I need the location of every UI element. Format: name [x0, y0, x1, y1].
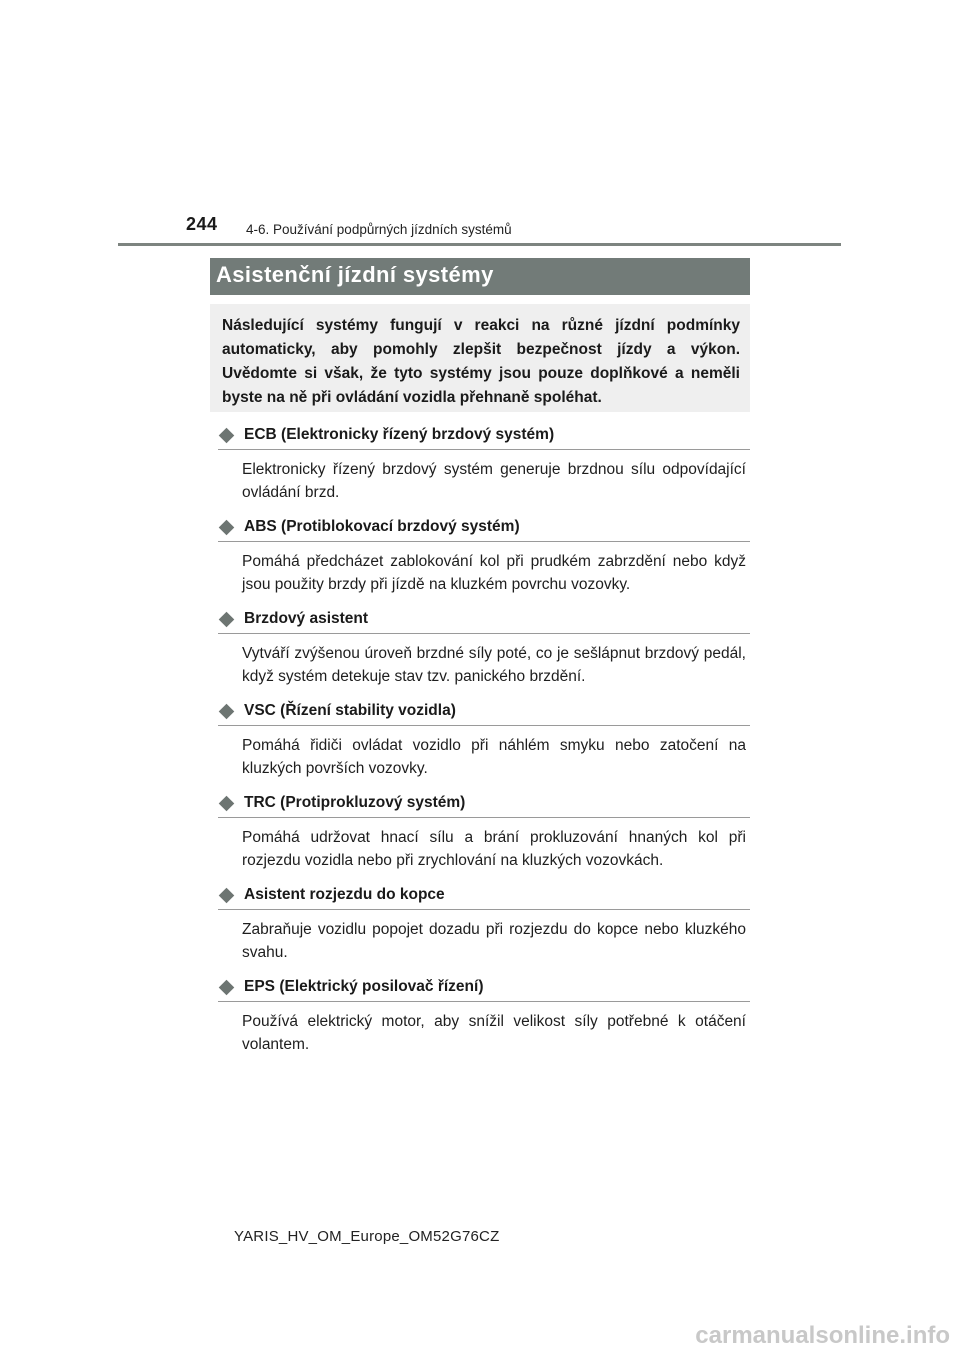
- system-item: [218, 885, 750, 964]
- diamond-bullet-icon: [219, 519, 235, 535]
- diamond-bullet-icon: [219, 611, 235, 627]
- system-description: Pomáhá řidiči ovládat vozidlo při náhlém smyku nebo zatočení na kluzkých površích vozovky.: [242, 737, 746, 777]
- document-code: YARIS_HV_OM_Europe_OM52G76CZ: [234, 1228, 500, 1245]
- diamond-bullet-icon: [219, 887, 235, 903]
- system-title: ABS (Protiblokovací brzdový systém): [244, 518, 520, 535]
- system-description: Vytváří zvýšenou úroveň brzdné síly poté, co je sešlápnut brzdový pedál, když systém detekuje stav tzv. panického brzdění.: [242, 645, 746, 685]
- diamond-bullet-icon: [219, 795, 235, 811]
- page-number: 244: [186, 214, 218, 234]
- system-heading: [218, 701, 750, 726]
- system-title: Brzdový asistent: [244, 610, 369, 627]
- system-title: ECB (Elektronicky řízený brzdový systém): [244, 426, 555, 443]
- diamond-bullet-icon: [219, 979, 235, 995]
- system-description: Elektronicky řízený brzdový systém generuje brzdnou sílu odpovídající ovládání brzd.: [242, 461, 746, 501]
- running-header: 4-6. Používání podpůrných jízdních systémů: [246, 222, 512, 237]
- section-title: Asistenční jízdní systémy: [216, 262, 494, 287]
- intro-box: [210, 304, 750, 412]
- system-item: [218, 609, 750, 688]
- system-item: [218, 701, 750, 780]
- diamond-bullet-icon: [219, 427, 235, 443]
- system-item: [218, 425, 750, 504]
- system-description: Zabraňuje vozidlu popojet dozadu při rozjezdu do kopce nebo kluzkého svahu.: [242, 921, 746, 961]
- system-description: Pomáhá udržovat hnací sílu a brání prokluzování hnaných kol při rozjezdu vozidla nebo při zrychlování na kluzkých vozovkách.: [242, 829, 746, 869]
- system-heading: [218, 977, 750, 1002]
- system-description: Pomáhá předcházet zablokování kol při prudkém zabrzdění nebo když jsou použity brzdy při jízdě na kluzkém povrchu vozovky.: [242, 553, 746, 593]
- system-heading: [218, 517, 750, 542]
- system-description: Používá elektrický motor, aby snížil velikost síly potřebné k otáčení volantem.: [242, 1013, 746, 1053]
- system-item: [218, 793, 750, 872]
- system-title: TRC (Protiprokluzový systém): [244, 794, 466, 811]
- system-heading: [218, 793, 750, 818]
- system-heading: [218, 885, 750, 910]
- header-rule: [118, 243, 841, 246]
- intro-text: Následující systémy fungují v reakci na různé jízdní podmínky automaticky, aby pomohly zlepšit bezpečnost jízdy a výkon. Uvědomte si však, že tyto systémy jsou pouze doplňkové a neměli byste na ně při ovládání vozidla přehnaně spoléhat.: [222, 317, 740, 406]
- section-title-bar: [210, 258, 750, 295]
- watermark-text: carmanualsonline.info: [695, 1322, 950, 1349]
- systems-list: [218, 425, 750, 1069]
- system-item: [218, 517, 750, 596]
- system-heading: [218, 609, 750, 634]
- diamond-bullet-icon: [219, 703, 235, 719]
- system-heading: [218, 425, 750, 450]
- system-title: VSC (Řízení stability vozidla): [244, 702, 456, 719]
- system-item: [218, 977, 750, 1056]
- system-title: Asistent rozjezdu do kopce: [244, 886, 445, 903]
- system-title: EPS (Elektrický posilovač řízení): [244, 978, 484, 995]
